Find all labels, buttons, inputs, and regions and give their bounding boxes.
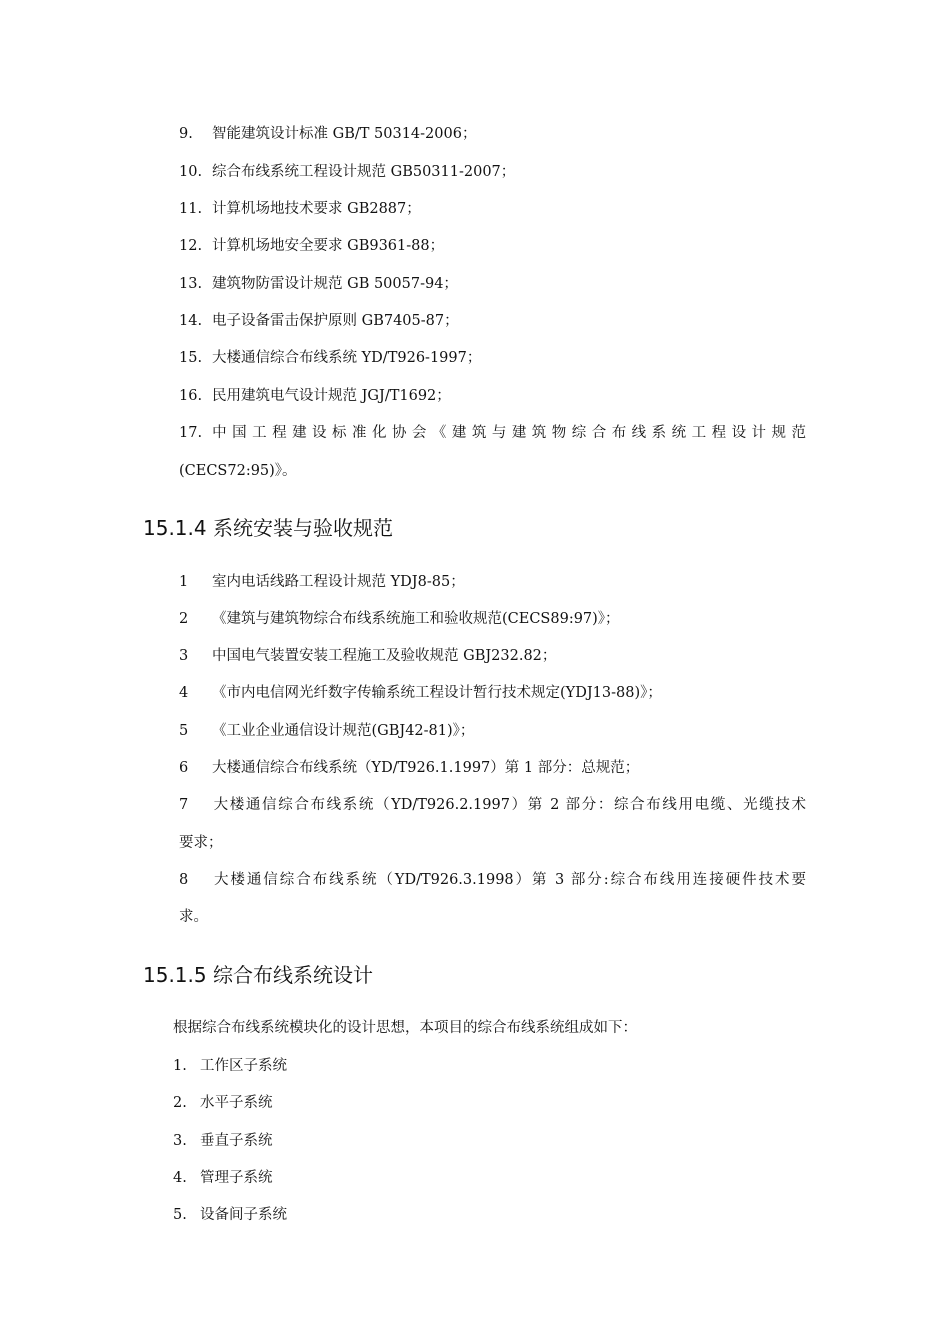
list-item	[179, 572, 465, 592]
list-item	[179, 721, 474, 741]
list-item-number: 3.	[173, 1133, 187, 1149]
list-item	[179, 609, 620, 629]
list-item-number: 17.	[179, 425, 203, 441]
list-item-text: 设备间子系统	[200, 1207, 287, 1223]
list-item-number: 5.	[173, 1207, 187, 1223]
list-item	[173, 1168, 273, 1188]
list-item-text: 垂直子系统	[200, 1133, 273, 1149]
list-item-number: 4	[179, 685, 189, 701]
list-item-text: 电子设备雷击保护原则 GB7405-87；	[212, 313, 459, 329]
list-item-text: 建筑物防雷设计规范 GB 50057-94；	[212, 276, 458, 292]
list-item	[179, 236, 444, 256]
list-item	[179, 124, 476, 144]
list-item-text: 大楼通信综合布线系统 YD/T926-1997；	[212, 350, 482, 366]
list-item	[179, 162, 515, 182]
list-item	[179, 795, 806, 815]
list-item-text: 《建筑与建筑物综合布线系统施工和验收规范(CECS89:97)》；	[212, 611, 620, 627]
list-item	[173, 1131, 273, 1151]
list-item	[179, 274, 458, 294]
list-item-text: 中国工程建设标准化协会《建筑与建筑物综合布线系统工程设计规范	[212, 425, 807, 441]
list-item-number: 9.	[179, 126, 193, 142]
list-item-text: 工作区子系统	[200, 1058, 287, 1074]
list-item-text: 大楼通信综合布线系统（YD/T926.3.1998）第 3 部分:综合布线用连接硬件技术要	[212, 872, 806, 888]
list-item-text: 《工业企业通信设计规范(GBJ42-81)》；	[212, 723, 475, 739]
list-item-number: 3	[179, 648, 189, 664]
list-item-number: 6	[179, 760, 189, 776]
list-item-number: 14.	[179, 313, 203, 329]
list-item	[179, 758, 639, 778]
list-item	[179, 348, 481, 368]
list-item-number: 2.	[173, 1095, 187, 1111]
section-heading: 15.1.5 综合布线系统设计	[143, 963, 373, 987]
list-item-continuation: (CECS72:95)》。	[179, 463, 297, 479]
list-item	[173, 1056, 287, 1076]
list-item	[173, 1205, 287, 1225]
list-item-text: 大楼通信综合布线系统（YD/T926.1.1997）第 1 部分：总规范；	[212, 760, 640, 776]
list-item-text: 水平子系统	[200, 1095, 273, 1111]
list-item-text: 综合布线系统工程设计规范 GB50311-2007；	[212, 164, 516, 180]
list-item-number: 10.	[179, 164, 203, 180]
list-item	[179, 311, 459, 331]
list-item	[179, 646, 556, 666]
list-item-text: 计算机场地技术要求 GB2887；	[212, 201, 421, 217]
list-item-number: 1.	[173, 1058, 187, 1074]
list-item-number: 1	[179, 574, 189, 590]
section-heading: 15.1.4 系统安装与验收规范	[143, 516, 393, 540]
list-item-text: 中国电气装置安装工程施工及验收规范 GBJ232.82；	[212, 648, 557, 664]
list-item-text: 智能建筑设计标准 GB/T 50314-2006；	[212, 126, 477, 142]
list-item-number: 11.	[179, 201, 203, 217]
list-item-number: 15.	[179, 350, 203, 366]
list-item-text: 管理子系统	[200, 1170, 273, 1186]
list-item-number: 8	[179, 872, 189, 888]
list-item-continuation: 要求；	[179, 835, 223, 851]
list-item-text: 室内电话线路工程设计规范 YDJ8-85；	[212, 574, 465, 590]
list-item	[179, 423, 806, 443]
list-item-text: 民用建筑电气设计规范 JGJ/T1692；	[212, 388, 451, 404]
list-item	[179, 870, 806, 890]
intro-paragraph: 根据综合布线系统模块化的设计思想，本项目的综合布线系统组成如下：	[173, 1020, 637, 1036]
list-item	[179, 683, 662, 703]
list-item-number: 16.	[179, 388, 203, 404]
list-item	[179, 199, 421, 219]
list-item-text: 《市内电信网光纤数字传输系统工程设计暂行技术规定(YDJ13-88)》；	[212, 685, 662, 701]
list-item	[179, 386, 451, 406]
list-item-text: 大楼通信综合布线系统（YD/T926.2.1997）第 2 部分：综合布线用电缆、光缆技术	[212, 797, 806, 813]
list-item-number: 4.	[173, 1170, 187, 1186]
list-item-number: 12.	[179, 238, 203, 254]
list-item-text: 计算机场地安全要求 GB9361-88；	[212, 238, 445, 254]
list-item-number: 5	[179, 723, 189, 739]
list-item-number: 7	[179, 797, 189, 813]
list-item-number: 13.	[179, 276, 203, 292]
list-item-number: 2	[179, 611, 189, 627]
list-item	[173, 1093, 273, 1113]
list-item-continuation: 求。	[179, 909, 208, 925]
